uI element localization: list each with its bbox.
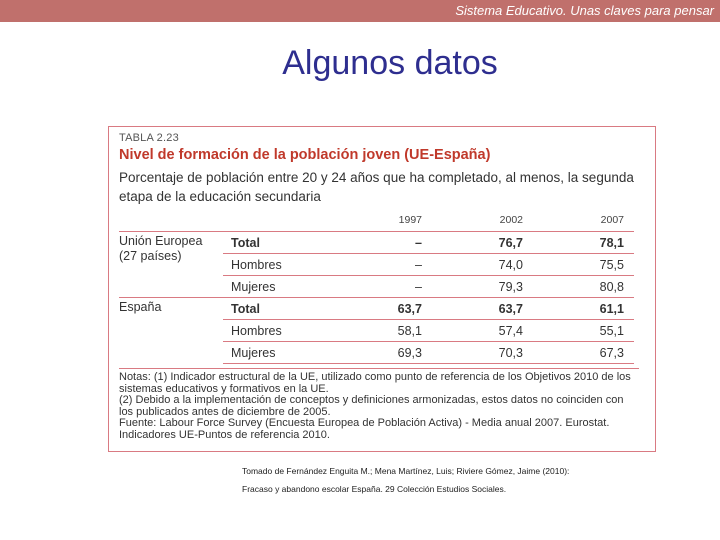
- header-spacer: [119, 213, 223, 232]
- table-cell: 55,1: [533, 320, 634, 342]
- table-title: Nivel de formación de la población joven (UE-España): [119, 147, 491, 163]
- header-spacer: [223, 213, 331, 232]
- table-cell: 76,7: [432, 232, 533, 254]
- header-bar: [0, 0, 720, 22]
- page-title: Algunos datos: [282, 44, 498, 82]
- row-label: Hombres: [223, 254, 331, 276]
- row-label: Mujeres: [223, 276, 331, 298]
- table-row: [119, 298, 634, 320]
- row-label: Total: [223, 232, 331, 254]
- table-header-row: [119, 213, 634, 232]
- table-cell: 63,7: [432, 298, 533, 320]
- table-subtitle: Porcentaje de población entre 20 y 24 años que ha completado, al menos, la segunda etapa de la educación secundaria: [119, 170, 634, 204]
- row-label: Hombres: [223, 320, 331, 342]
- column-header: 2007: [533, 213, 634, 232]
- table-cell: 63,7: [331, 298, 432, 320]
- table-row: [119, 232, 634, 254]
- table-figure: [108, 126, 656, 452]
- table-number: TABLA 2.23: [119, 132, 179, 144]
- column-header: 1997: [331, 213, 432, 232]
- row-label: Total: [223, 298, 331, 320]
- note-line: (2) Debido a la implementación de conceptos y definiciones armonizadas, estos datos no coinciden con los publicados antes de diciembre de 2005.: [119, 394, 624, 418]
- table-notes: [119, 368, 639, 441]
- group-label: España: [119, 298, 223, 364]
- header-text: Sistema Educativo. Unas claves para pensar: [455, 3, 714, 18]
- note-line: Fuente: Labour Force Survey (Encuesta Europea de Población Activa) - Media anual 2007. Eurostat. Indicadores UE-Puntos de referencia 2010.: [119, 417, 610, 441]
- table-cell: 79,3: [432, 276, 533, 298]
- table-cell: 67,3: [533, 342, 634, 364]
- table-cell: 58,1: [331, 320, 432, 342]
- column-header: 2002: [432, 213, 533, 232]
- group-label: Unión Europea (27 países): [119, 234, 203, 263]
- table-cell: 57,4: [432, 320, 533, 342]
- table-cell: –: [331, 276, 432, 298]
- table-cell: 80,8: [533, 276, 634, 298]
- data-table: [119, 213, 634, 364]
- table-cell: –: [331, 254, 432, 276]
- table-cell: 69,3: [331, 342, 432, 364]
- table-cell: 61,1: [533, 298, 634, 320]
- source-citation: [242, 462, 569, 498]
- note-line: Notas: (1) Indicador estructural de la UE, utilizado como punto de referencia de los Objetivos 2010 de los sistemas educativos y formativos en la UE.: [119, 371, 631, 395]
- table-cell: 74,0: [432, 254, 533, 276]
- row-label: Mujeres: [223, 342, 331, 364]
- table-cell: 70,3: [432, 342, 533, 364]
- citation-line: Tomado de Fernández Enguita M.; Mena Martínez, Luis; Riviere Gómez, Jaime (2010):: [242, 466, 570, 476]
- table-cell: –: [331, 232, 432, 254]
- table-cell: 78,1: [533, 232, 634, 254]
- table-cell: 75,5: [533, 254, 634, 276]
- citation-line: Fracaso y abandono escolar España. 29 Colección Estudios Sociales.: [242, 484, 507, 494]
